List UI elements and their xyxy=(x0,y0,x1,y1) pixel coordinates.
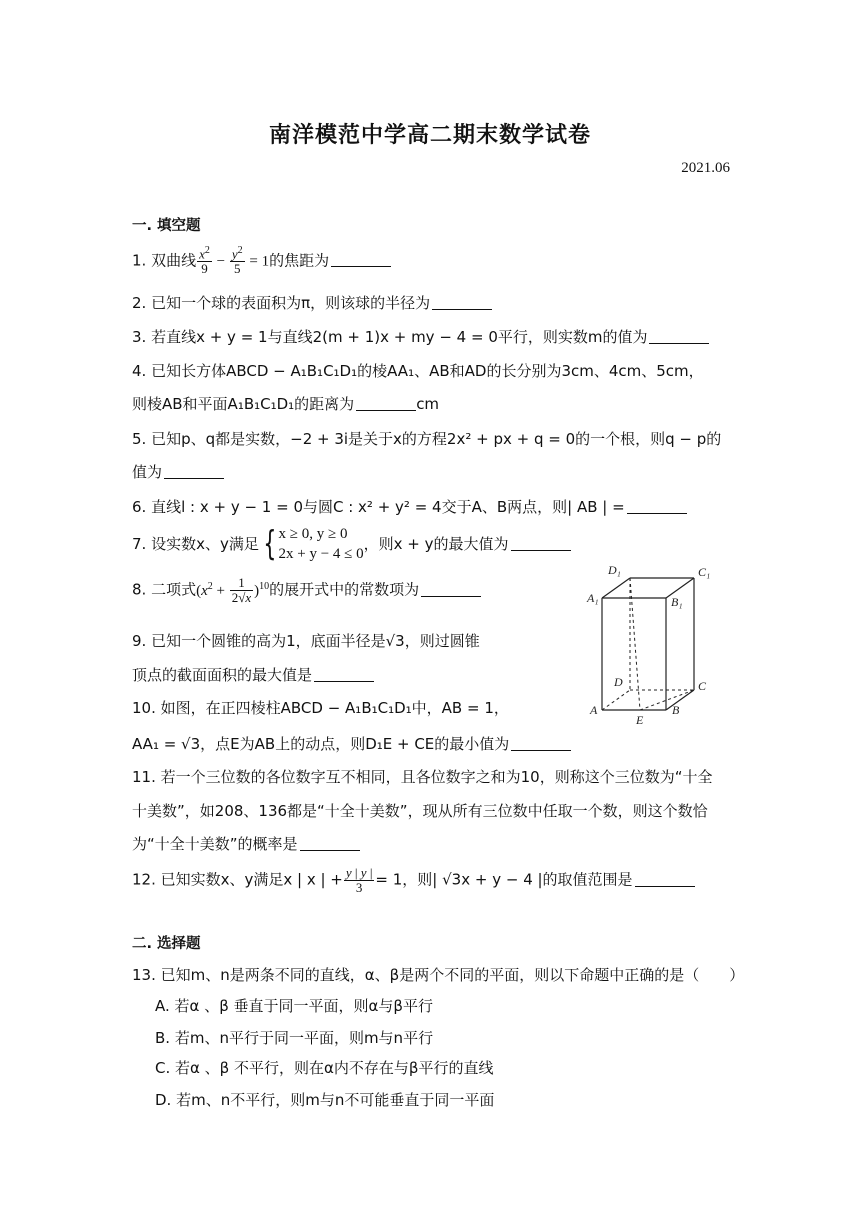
label-d: D xyxy=(614,675,623,689)
q2-answer-blank[interactable] xyxy=(432,295,492,310)
label-b: B xyxy=(672,703,680,717)
question-1: 1. 双曲线 $\frac{x^2}{9}$ − $\frac{y^2}{5}$ = 1的焦距为 xyxy=(132,246,391,276)
q3-text: 3. 若直线x + y = 1与直线2(m + 1)x + my − 4 = 0平行，则实数m的值为 xyxy=(132,328,648,346)
edge-a1d1 xyxy=(602,578,630,598)
question-5-line-1: 5. 已知p、q都是实数，−2 + 3i是关于x的方程2x² + px + q = 0的一个根，则q − p的 xyxy=(132,430,722,448)
q11-answer-blank[interactable] xyxy=(300,836,360,851)
label-c: C xyxy=(698,679,707,693)
label-b1: B₁ xyxy=(671,595,683,609)
question-7 xyxy=(132,524,571,565)
q12-suffix: = 1，则| √3x + y − 4 |的取值范围是 xyxy=(375,870,633,889)
q12-prefix: 12. 已知实数x、y满足x | x | + xyxy=(132,870,343,889)
q9-text: 顶点的截面面积的最大值是 xyxy=(132,666,313,684)
q13-option-c[interactable]: C. 若α 、β 不平行，则在α内不存在与β平行的直线 xyxy=(155,1059,494,1077)
q2-text: 2. 已知一个球的表面积为π，则该球的半径为 xyxy=(132,294,431,312)
q1-frac-y: $\frac{y^2}{5}$ xyxy=(231,245,243,276)
question-5-line-2 xyxy=(132,461,224,482)
q9-answer-blank[interactable] xyxy=(314,667,374,682)
edge-ad-hidden xyxy=(602,690,630,710)
q4-text: 则棱AB和平面A₁B₁C₁D₁的距离为 xyxy=(132,395,355,413)
q8-suffix: 的展开式中的常数项为 xyxy=(269,580,420,599)
label-d1: D₁ xyxy=(608,563,621,577)
label-a1: A₁ xyxy=(587,591,599,605)
q6-answer-blank[interactable] xyxy=(627,499,687,514)
q7-suffix: ，则x + y的最大值为 xyxy=(363,534,509,553)
q10-text: AA₁ = √3，点E为AB上的动点，则D₁E + CE的最小值为 xyxy=(132,735,510,753)
q1-number: 1. xyxy=(132,251,147,270)
q12-answer-blank[interactable] xyxy=(635,872,695,887)
q1-frac-x: $\frac{x^2}{9}$ xyxy=(199,245,210,276)
segment-ce xyxy=(640,690,694,710)
q8-answer-blank[interactable] xyxy=(421,582,481,597)
label-a: A xyxy=(590,703,598,717)
q1-prefix: 双曲线 xyxy=(151,251,197,270)
label-e: E xyxy=(636,713,644,727)
q3-answer-blank[interactable] xyxy=(649,329,709,344)
q7-constraint-2: 2x + y − 4 ≤ 0 xyxy=(278,546,364,563)
q10-answer-blank[interactable] xyxy=(511,736,571,751)
q4-unit: cm xyxy=(416,395,440,413)
prism-figure xyxy=(582,562,722,730)
q12-frac: $\frac{y | y |}{3}$ xyxy=(345,865,373,895)
question-4-line-1: 4. 已知长方体ABCD − A₁B₁C₁D₁的棱AA₁、AB和AD的长分别为3cm、4cm、5cm， xyxy=(132,362,704,380)
question-2 xyxy=(132,292,492,313)
exam-date: 2021.06 xyxy=(681,160,730,176)
q5-answer-blank[interactable] xyxy=(164,464,224,479)
question-8: 8. 二项式($x^2$ + $\frac{1}{2√x}$ )$^{10}$的展开式中的常数项为 xyxy=(132,576,481,604)
question-3 xyxy=(132,326,709,347)
q6-text: 6. 直线l : x + y − 1 = 0与圆C : x² + y² = 4交于A、B两点，则| AB | = xyxy=(132,498,625,516)
question-13: 13. 已知m、n是两条不同的直线，α、β是两个不同的平面，则以下命题中正确的是（ ） xyxy=(132,966,745,984)
question-11-line-3 xyxy=(132,833,360,854)
q13-option-b[interactable]: B. 若m、n平行于同一平面，则m与n平行 xyxy=(155,1029,434,1047)
q5-text: 值为 xyxy=(132,463,163,481)
section-fill-in-heading: 一. 填空题 xyxy=(132,218,201,234)
q7-constraint-1: x ≥ 0, y ≥ 0 xyxy=(278,526,348,542)
q1-suffix: 的焦距为 xyxy=(269,251,330,270)
q1-answer-blank[interactable] xyxy=(331,252,391,267)
question-9-line-2 xyxy=(132,664,374,685)
q13-option-a[interactable]: A. 若α 、β 垂直于同一平面，则α与β平行 xyxy=(155,997,433,1015)
question-4-line-2 xyxy=(132,393,439,414)
q13-option-d[interactable]: D. 若m、n不平行，则m与n不可能垂直于同一平面 xyxy=(155,1091,495,1109)
q7-answer-blank[interactable] xyxy=(511,536,571,551)
question-9-line-1: 9. 已知一个圆锥的高为1，底面半径是√3，则过圆锥 xyxy=(132,632,480,650)
q11-text: 为“十全十美数”的概率是 xyxy=(132,835,298,853)
question-11-line-2: 十美数”，如208、136都是“十全十美数”，现从所有三位数中任取一个数，则这个数恰 xyxy=(132,802,708,820)
edge-bc xyxy=(666,690,694,710)
section-choice-heading: 二. 选择题 xyxy=(132,936,201,952)
page-title: 南洋模范中学高二期末数学试卷 xyxy=(268,123,591,148)
q7-brace: { xyxy=(263,524,277,565)
question-10-line-1: 10. 如图，在正四棱柱ABCD − A₁B₁C₁D₁中，AB = 1， xyxy=(132,699,509,717)
q8-prefix: 8. 二项式 xyxy=(132,580,197,599)
question-12 xyxy=(132,866,695,894)
question-11-line-1: 11. 若一个三位数的各位数字互不相同，且各位数字之和为10，则称这个三位数为“十全 xyxy=(132,768,713,786)
q7-system xyxy=(278,524,363,565)
q7-prefix: 7. 设实数x、y满足 xyxy=(132,534,259,553)
q4-answer-blank[interactable] xyxy=(356,396,416,411)
question-6 xyxy=(132,496,687,517)
question-10-line-2 xyxy=(132,733,571,754)
q8-frac: $\frac{1}{2√x}$ xyxy=(231,575,252,605)
label-c1: C₁ xyxy=(698,565,711,579)
